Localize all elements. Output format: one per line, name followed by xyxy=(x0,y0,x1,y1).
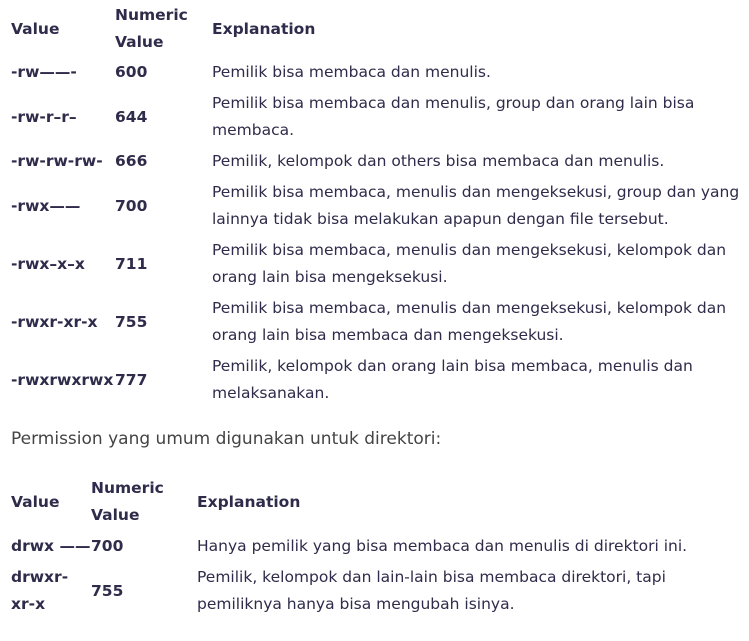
numeric-value-cell: 711 xyxy=(115,254,148,273)
numeric-value-cell: 666 xyxy=(115,152,148,170)
column-header-numeric-value: Numeric Value xyxy=(91,479,164,524)
numeric-value-cell: 700 xyxy=(115,196,148,215)
numeric-value-cell: 777 xyxy=(115,370,148,389)
permission-value-cell: -rwx—— xyxy=(11,196,81,215)
column-header-numeric-value: Numeric Value xyxy=(115,6,188,51)
table-row xyxy=(11,56,741,87)
table-row xyxy=(11,145,741,176)
explanation-cell: Hanya pemilik yang bisa membaca dan menulis di direktori ini. xyxy=(197,537,688,555)
table-row xyxy=(11,292,741,350)
table-row xyxy=(11,530,741,561)
explanation-cell: Pemilik, kelompok dan others bisa membaca dan menulis. xyxy=(212,152,665,170)
table-header-row xyxy=(11,2,741,56)
numeric-value-cell: 700 xyxy=(91,537,124,555)
explanation-cell: Pemilik bisa membaca, menulis dan mengeksekusi, group dan yang lainnya tidak bisa melakukan apapun dengan file tersebut. xyxy=(212,183,740,228)
table-row xyxy=(11,561,741,619)
column-header-value: Value xyxy=(11,19,60,38)
numeric-value-cell: 755 xyxy=(91,581,124,600)
numeric-value-cell: 755 xyxy=(115,312,148,331)
permission-value-cell: -rwxr-xr-x xyxy=(11,312,98,331)
table-header-row xyxy=(11,474,741,530)
permission-value-cell: drwx —— xyxy=(11,537,91,555)
permission-value-cell: -rw-rw-rw- xyxy=(11,152,103,170)
explanation-cell: Pemilik bisa membaca dan menulis. xyxy=(212,63,491,81)
table-row xyxy=(11,87,741,145)
table-row xyxy=(11,234,741,292)
numeric-value-cell: 600 xyxy=(115,63,148,81)
column-header-explanation: Explanation xyxy=(197,492,301,511)
permission-value-cell: -rw-r–r– xyxy=(11,107,77,126)
explanation-cell: Pemilik, kelompok dan lain-lain bisa membaca direktori, tapi pemiliknya hanya bisa mengubah isinya. xyxy=(197,568,666,613)
explanation-cell: Pemilik bisa membaca dan menulis, group dan orang lain bisa membaca. xyxy=(212,94,695,139)
table-row xyxy=(11,176,741,234)
file-permission-table xyxy=(11,2,741,408)
permission-value-cell: drwxr-xr-x xyxy=(11,568,69,613)
directory-permission-intro: Permission yang umum digunakan untuk direktori: xyxy=(11,429,442,449)
column-header-explanation: Explanation xyxy=(212,19,316,38)
table-row xyxy=(11,350,741,408)
explanation-cell: Pemilik, kelompok dan orang lain bisa membaca, menulis dan melaksanakan. xyxy=(212,357,693,402)
directory-permission-table xyxy=(11,474,741,619)
permission-value-cell: -rw——- xyxy=(11,63,77,81)
explanation-cell: Pemilik bisa membaca, menulis dan mengeksekusi, kelompok dan orang lain bisa mengeksekusi. xyxy=(212,241,727,286)
column-header-value: Value xyxy=(11,492,60,511)
explanation-cell: Pemilik bisa membaca, menulis dan mengeksekusi, kelompok dan orang lain bisa membaca dan mengeksekusi. xyxy=(212,299,727,344)
permission-value-cell: -rwxrwxrwx xyxy=(11,370,114,389)
permission-value-cell: -rwx–x–x xyxy=(11,254,85,273)
numeric-value-cell: 644 xyxy=(115,107,148,126)
